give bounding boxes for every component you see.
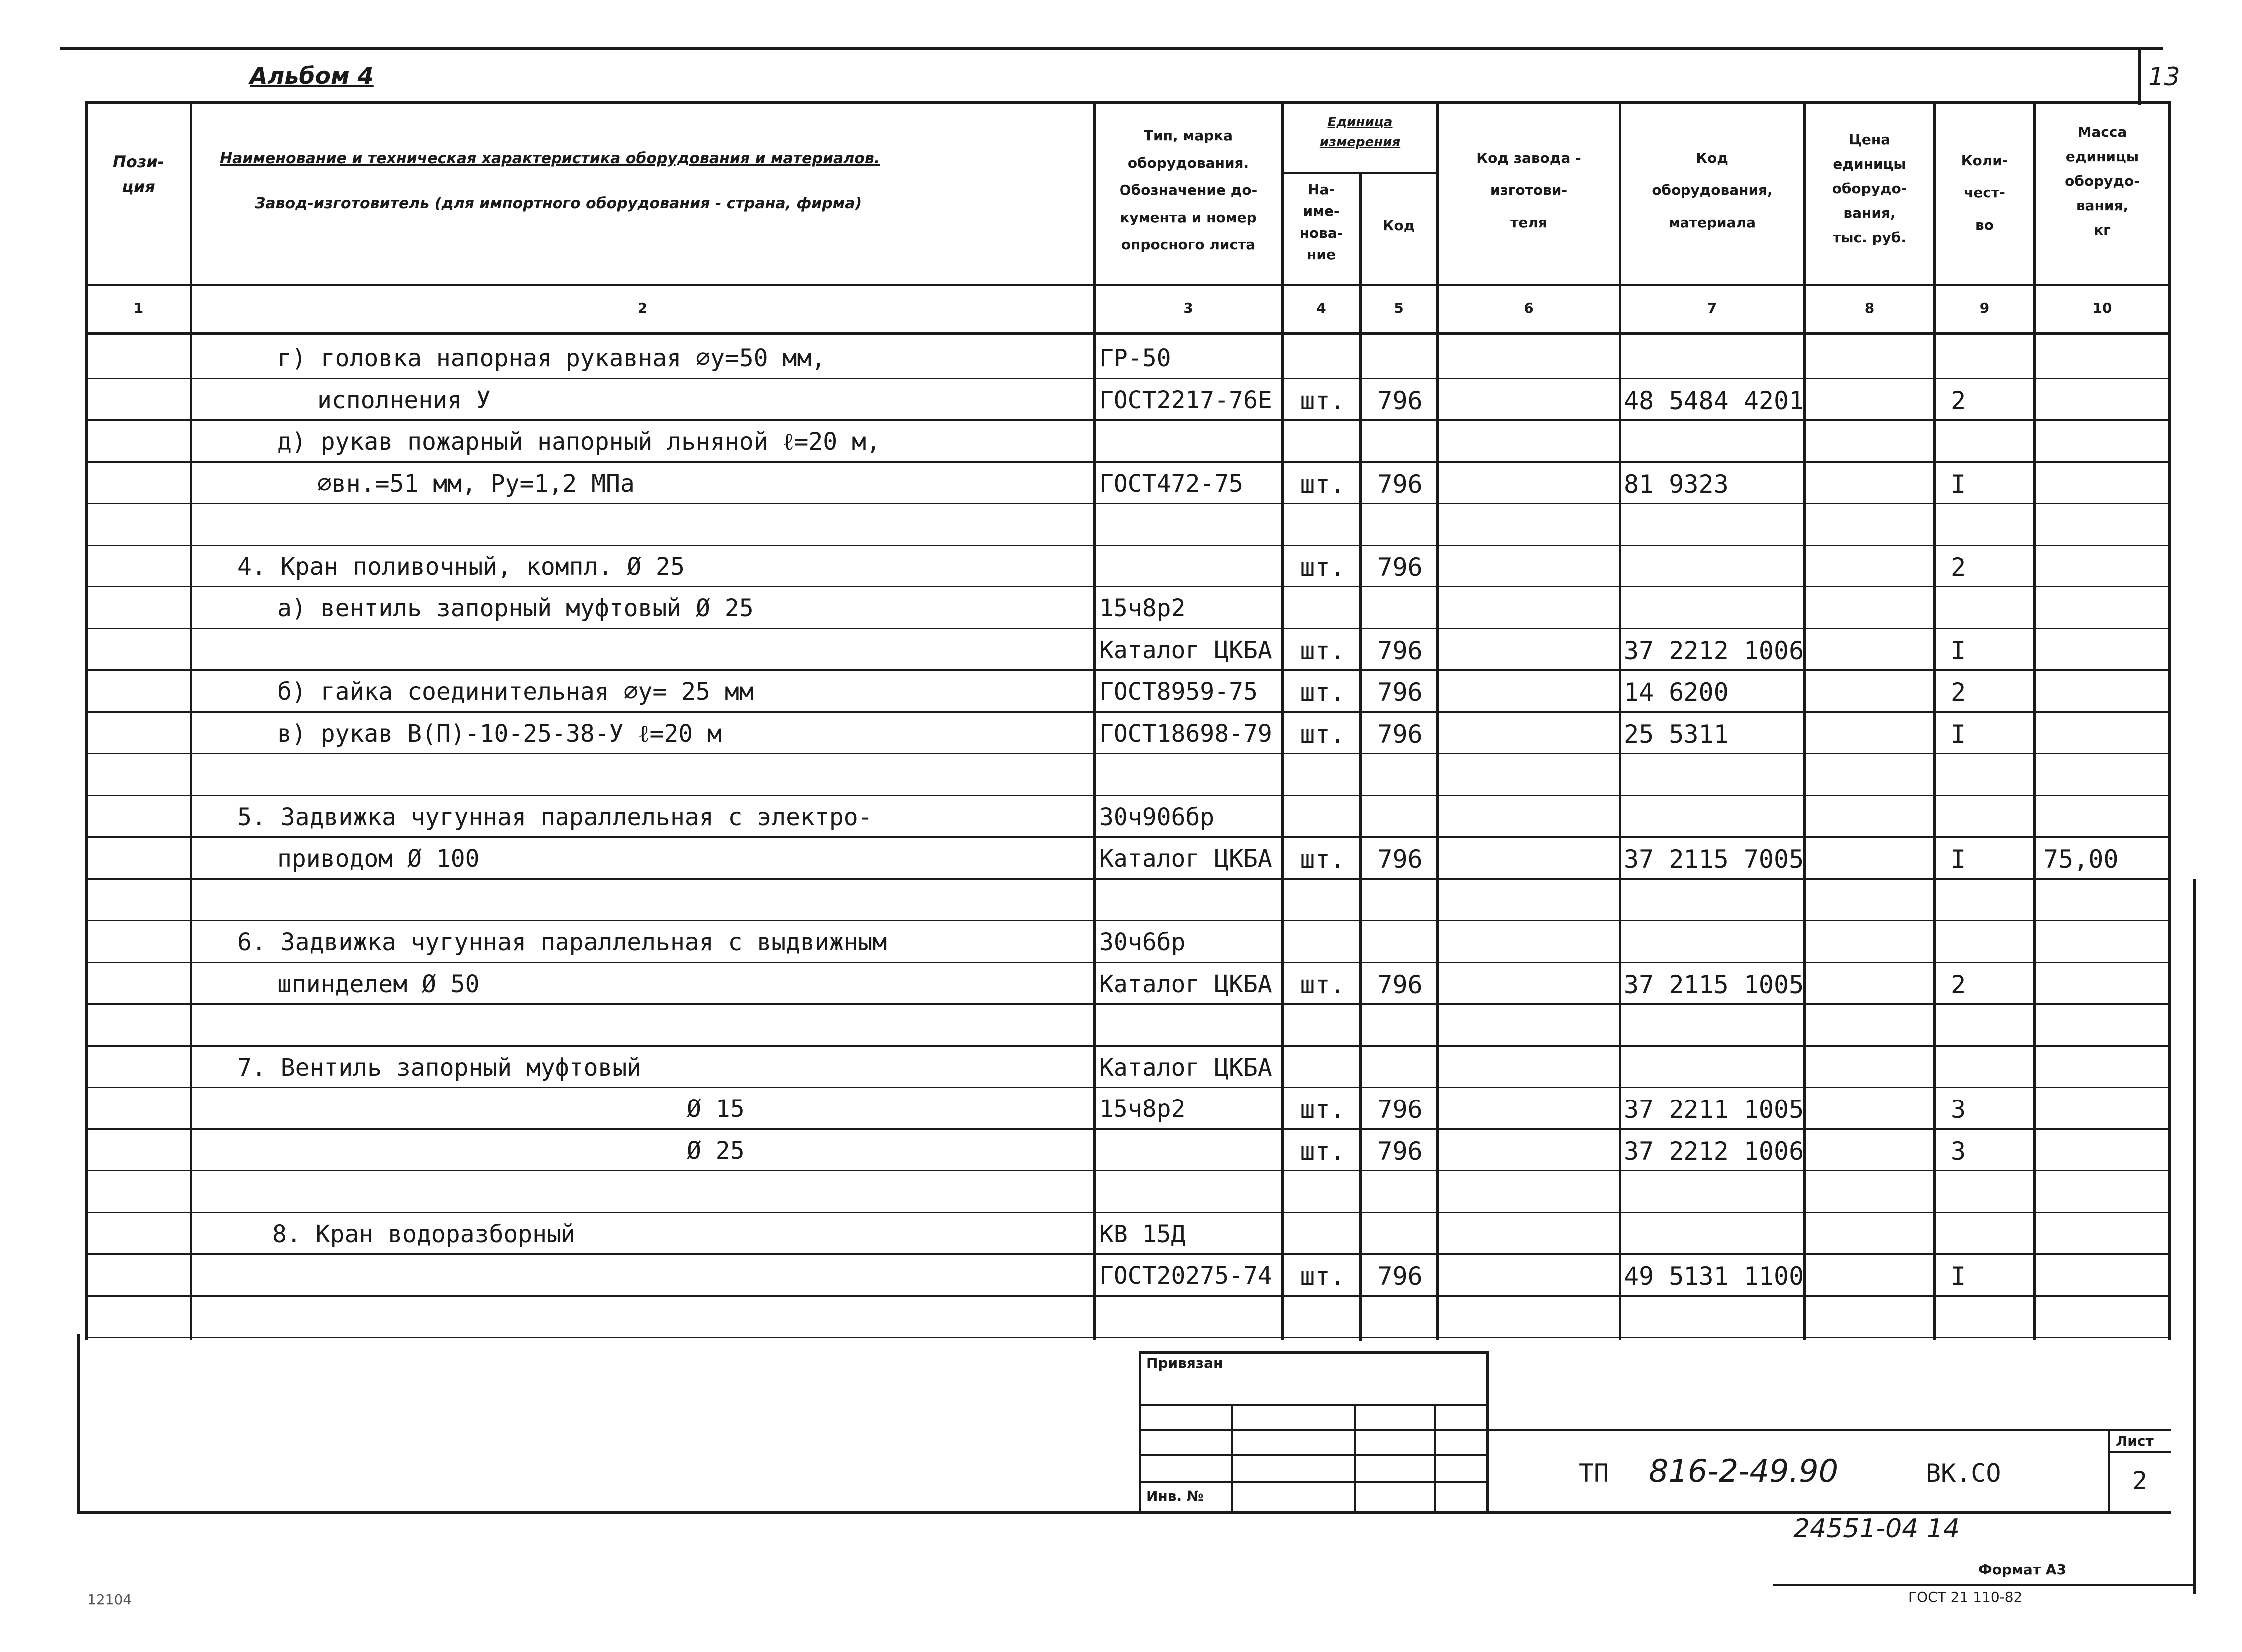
row-line <box>85 419 2171 421</box>
cell-qty: I <box>1951 845 1966 874</box>
cell-equip-code: 37 2212 1006 <box>1624 1137 1804 1166</box>
cell-code: 796 <box>1377 1262 1423 1291</box>
header-name-line2: Завод-изготовитель (для импортного оборудования - страна, фирма) <box>255 195 862 212</box>
cell-unit: шт. <box>1300 553 1345 582</box>
row-line <box>85 878 2171 880</box>
cell-qty: 2 <box>1951 678 1966 707</box>
cell-qty: 2 <box>1951 553 1966 582</box>
header-price: Цена единицы оборудо- вания, тыс. руб. <box>1832 131 1907 246</box>
cell-name: исполнения У <box>317 386 491 414</box>
cell-type: 15ч8р2 <box>1099 594 1186 622</box>
cell-equip-code: 37 2115 7005 <box>1624 845 1804 874</box>
row-line <box>85 962 2171 963</box>
cell-type: 30ч6бр <box>1099 928 1186 956</box>
cell-name: в) рукав В(П)-10-25-38-У ℓ=20 м <box>277 720 722 748</box>
cell-unit: шт. <box>1300 470 1345 499</box>
cell-equip-code: 14 6200 <box>1624 678 1729 707</box>
colnum-8: 8 <box>1864 300 1875 316</box>
cell-name: г) головка напорная рукавная ⌀у=50 мм, <box>277 344 826 372</box>
cell-code: 796 <box>1377 636 1423 665</box>
format-label: Формат А3 <box>1978 1561 2066 1578</box>
row-line <box>85 545 2171 546</box>
row-line <box>85 1170 2171 1171</box>
cell-type: ГОСТ2217-76Е <box>1099 386 1272 414</box>
header-factory-code: Код завода - изготови- теля <box>1476 150 1581 231</box>
row-line <box>85 1212 2171 1213</box>
row-line <box>85 920 2171 921</box>
header-name-line1: Наименование и техническая характеристика оборудования и материалов. <box>220 150 880 167</box>
row-line <box>85 836 2171 838</box>
cell-qty: 2 <box>1951 386 1966 415</box>
colnum-5: 5 <box>1394 300 1404 316</box>
sheet-label: Лист <box>2116 1433 2154 1449</box>
colnum-9: 9 <box>1979 300 1990 316</box>
cell-unit: шт. <box>1300 386 1345 415</box>
cell-name: ⌀вн.=51 мм, Ру=1,2 МПа <box>317 470 635 498</box>
inventory-handwritten: 24551-04 14 <box>1793 1514 1960 1544</box>
cell-qty: I <box>1951 636 1966 665</box>
cell-code: 796 <box>1377 678 1423 707</box>
bottom-frame-line <box>1773 1584 2193 1586</box>
sheet-number: 2 <box>2132 1466 2148 1495</box>
header-mass: Масса единицы оборудо- вания, кг <box>2065 124 2140 238</box>
cell-qty: I <box>1951 720 1966 749</box>
cell-name: д) рукав пожарный напорный льняной ℓ=20 м, <box>277 428 881 456</box>
row-line <box>85 503 2171 504</box>
corner-divider <box>2138 50 2141 105</box>
row-line <box>85 753 2171 754</box>
row-line <box>85 1087 2171 1088</box>
row-line <box>85 1253 2171 1255</box>
doc-number: 816-2-49.90 <box>1649 1453 1839 1489</box>
colnum-7: 7 <box>1707 300 1717 316</box>
row-line <box>85 461 2171 463</box>
row-line <box>85 1337 2171 1338</box>
row-line <box>85 669 2171 671</box>
cell-unit: шт. <box>1300 970 1345 999</box>
cell-unit: шт. <box>1300 845 1345 874</box>
cell-qty: 3 <box>1951 1137 1966 1166</box>
cell-qty: I <box>1951 1262 1966 1291</box>
stamp-privyazan: Привязан <box>1146 1355 1223 1371</box>
cell-type: КВ 15Д <box>1099 1220 1186 1248</box>
cell-code: 796 <box>1377 470 1423 499</box>
cell-name: а) вентиль запорный муфтовый Ø 25 <box>277 594 754 622</box>
cell-code: 796 <box>1377 553 1423 582</box>
colnum-4: 4 <box>1316 300 1326 316</box>
cell-name: б) гайка соединительная ⌀у= 25 мм <box>277 678 754 706</box>
colnum-2: 2 <box>637 300 648 316</box>
cell-name: шпинделем Ø 50 <box>277 970 480 998</box>
cell-name: 4. Кран поливочный, компл. Ø 25 <box>237 553 685 581</box>
cell-mass: 75,00 <box>2043 845 2119 874</box>
album-title: Альбом 4 <box>250 62 374 89</box>
cell-type: ГОСТ8959-75 <box>1099 678 1258 706</box>
row-line <box>85 586 2171 587</box>
cell-code: 796 <box>1377 720 1423 749</box>
cell-type: Каталог ЦКБА <box>1099 845 1272 873</box>
colnum-6: 6 <box>1524 300 1534 316</box>
doc-prefix: ТП <box>1579 1459 1609 1488</box>
cell-equip-code: 81 9323 <box>1624 470 1729 499</box>
cell-name: 7. Вентиль запорный муфтовый <box>237 1054 642 1082</box>
cell-code: 796 <box>1377 845 1423 874</box>
cell-code: 796 <box>1377 1095 1423 1124</box>
stamp-inv-no: Инв. № <box>1146 1488 1204 1504</box>
cell-name: 8. Кран водоразборный <box>272 1220 575 1248</box>
cell-unit: шт. <box>1300 1262 1345 1291</box>
row-line <box>85 795 2171 796</box>
cell-unit: шт. <box>1300 1095 1345 1124</box>
row-line <box>85 1045 2171 1047</box>
header-position: Пози- ция <box>112 152 165 196</box>
cell-equip-code: 25 5311 <box>1624 720 1729 749</box>
row-line <box>85 711 2171 713</box>
cell-qty: 2 <box>1951 970 1966 999</box>
cell-type: ГОСТ20275-74 <box>1099 1262 1272 1290</box>
cell-type: 30ч906бр <box>1099 803 1215 831</box>
cell-unit: шт. <box>1300 636 1345 665</box>
header-equipment-code: Код оборудования, материала <box>1652 150 1773 231</box>
header-quantity: Коли- чест- во <box>1961 152 2008 233</box>
top-border-line <box>60 47 2163 50</box>
row-line <box>85 1295 2171 1297</box>
cell-type: 15ч8р2 <box>1099 1095 1186 1123</box>
cell-name: Ø 25 <box>687 1137 745 1165</box>
page-corner-number: 13 <box>2148 62 2180 91</box>
header-unit-name: На- име- нова- ние <box>1299 181 1343 263</box>
row-line <box>85 628 2171 629</box>
colnum-10: 10 <box>2092 300 2112 316</box>
cell-name: 6. Задвижка чугунная параллельная с выдвижным <box>237 928 887 956</box>
cell-type: Каталог ЦКБА <box>1099 636 1272 664</box>
cell-equip-code: 37 2211 1005 <box>1624 1095 1804 1124</box>
cell-code: 796 <box>1377 970 1423 999</box>
row-line <box>85 1128 2171 1130</box>
cell-qty: I <box>1951 470 1966 499</box>
row-line <box>85 1003 2171 1005</box>
cell-name: приводом Ø 100 <box>277 845 480 873</box>
cell-code: 796 <box>1377 386 1423 415</box>
header-unit-code: Код <box>1382 217 1415 234</box>
header-units-group: Единица измерения <box>1319 115 1401 150</box>
cell-equip-code: 37 2115 1005 <box>1624 970 1804 999</box>
frame-left-line <box>77 1334 80 1514</box>
cell-type: Каталог ЦКБА <box>1099 1054 1272 1082</box>
cell-name: 5. Задвижка чугунная параллельная с электро- <box>237 803 873 831</box>
cell-equip-code: 48 5484 4201 <box>1624 386 1804 415</box>
cell-unit: шт. <box>1300 1137 1345 1166</box>
frame-right-line <box>2193 879 2196 1594</box>
cell-unit: шт. <box>1300 720 1345 749</box>
cell-code: 796 <box>1377 1137 1423 1166</box>
cell-equip-code: 49 5131 1100 <box>1624 1262 1804 1291</box>
header-type: Тип, марка оборудования. Обозначение до- кумента и номер опросного листа <box>1119 127 1258 253</box>
cell-type: Каталог ЦКБА <box>1099 970 1272 998</box>
cell-unit: шт. <box>1300 678 1345 707</box>
cell-qty: 3 <box>1951 1095 1966 1124</box>
doc-suffix: ВК.СО <box>1926 1459 2001 1488</box>
gost-label: ГОСТ 21 110-82 <box>1908 1589 2023 1605</box>
bottom-left-code: 12104 <box>87 1591 132 1608</box>
cell-type: ГР-50 <box>1099 344 1171 372</box>
colnum-3: 3 <box>1183 300 1193 316</box>
row-line <box>85 378 2171 379</box>
cell-type: ГОСТ18698-79 <box>1099 720 1272 748</box>
colnum-1: 1 <box>133 300 144 316</box>
cell-equip-code: 37 2212 1006 <box>1624 636 1804 665</box>
cell-name: Ø 15 <box>687 1095 745 1123</box>
cell-type: ГОСТ472-75 <box>1099 470 1243 498</box>
